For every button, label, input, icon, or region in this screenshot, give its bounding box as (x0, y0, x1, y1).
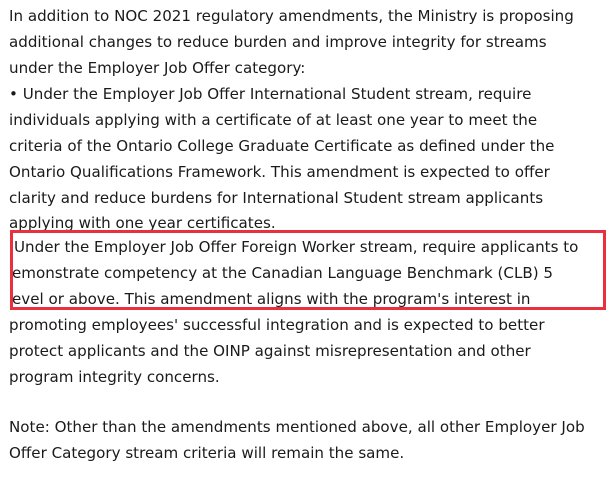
text-line: Under the Employer Job Offer Foreign Worker stream, require applicants to (14, 238, 579, 256)
text-line: • Under the Employer Job Offer International Student stream, require (9, 85, 532, 103)
text-line: Note: Other than the amendments mentioned above, all other Employer Job (9, 418, 585, 436)
text-line: additional changes to reduce burden and improve integrity for streams (9, 33, 547, 51)
text-line: In addition to NOC 2021 regulatory amendments, the Ministry is proposing (9, 7, 574, 25)
text-line: clarity and reduce burdens for International Student stream applicants (9, 189, 544, 207)
text-line: emonstrate competency at the Canadian Language Benchmark (CLB) 5 (12, 264, 553, 282)
text-line: under the Employer Job Offer category: (9, 59, 306, 77)
text-line: promoting employees' successful integration and is expected to better (9, 316, 545, 334)
text-line: criteria of the Ontario College Graduate Certificate as defined under the (9, 137, 555, 155)
text-line: Offer Category stream criteria will remain the same. (9, 444, 405, 462)
text-line: individuals applying with a certificate of at least one year to meet the (9, 111, 538, 129)
text-line: protect applicants and the OINP against misrepresentation and other (9, 342, 531, 360)
text-line: Ontario Qualifications Framework. This amendment is expected to offer (9, 163, 550, 181)
text-line: evel or above. This amendment aligns with the program's interest in (12, 290, 531, 308)
text-line: program integrity concerns. (9, 368, 220, 386)
text-line: applying with one year certificates. (9, 214, 276, 232)
